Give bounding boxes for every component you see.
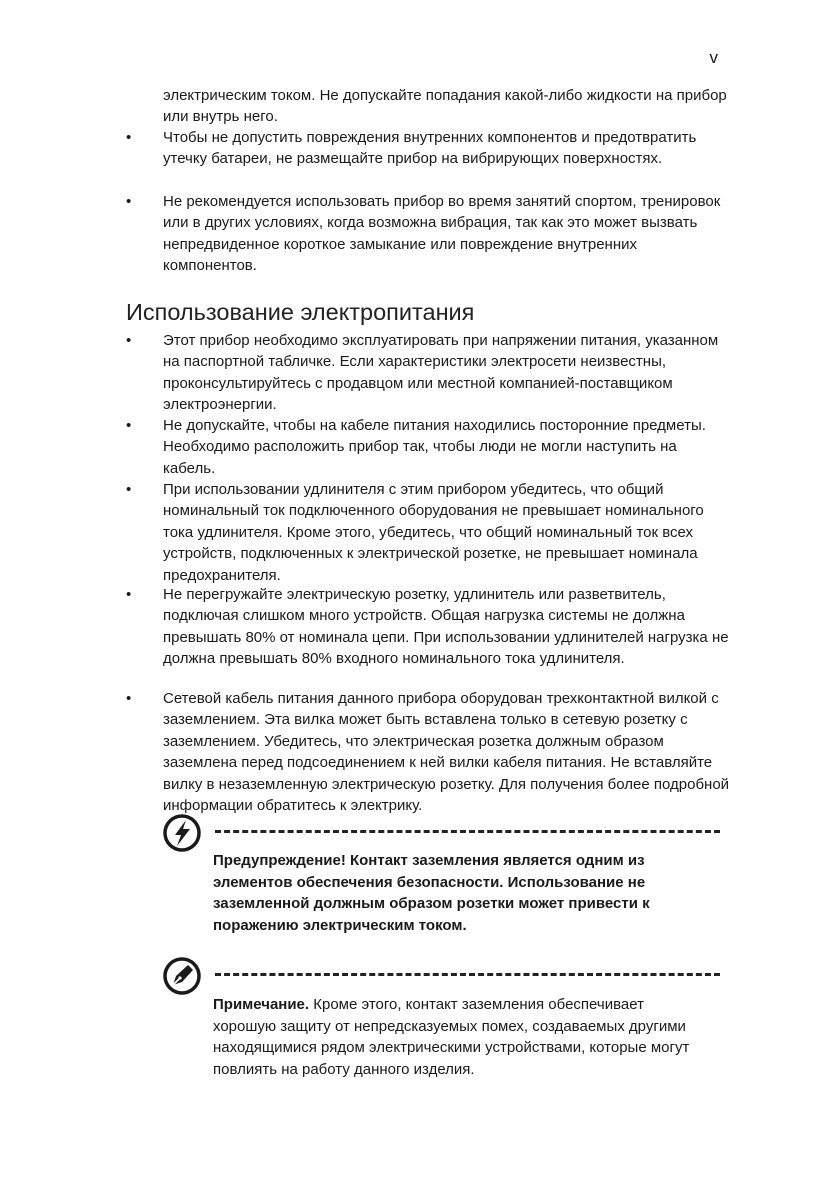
warning-text: Предупреждение! Контакт заземления является одним из элементов обеспечения безопасности. Использование не заземленной должным образом розетки может привести к поражению электрическим током.	[213, 852, 650, 934]
pen-note-icon	[162, 956, 202, 996]
warning-divider	[215, 830, 720, 833]
bullet-marker: •	[126, 586, 132, 603]
bullet-marker: •	[126, 690, 132, 707]
intro-bullet-2: Не рекомендуется использовать прибор во время занятий спортом, тренировок или в других условиях, когда возможна вибрация, так как это может вызвать непредвиденное короткое замыкание или повреждение внутренних компонентов.	[163, 193, 721, 275]
note-divider	[215, 973, 720, 976]
intro-continuation: электрическим током. Не допускайте попадания какой-либо жидкости на прибор или внутрь него.	[163, 87, 727, 126]
bullet-marker: •	[126, 193, 132, 210]
bullet-marker: •	[126, 417, 132, 434]
note-body: Кроме этого, контакт заземления обеспечивает хорошую защиту от непредсказуемых помех, создаваемых другими находящимися рядом электрическими устройствами, которые могут повлиять на работу данного изделия.	[213, 996, 690, 1078]
bullet-marker: •	[126, 332, 132, 349]
section-bullet-2: Не допускайте, чтобы на кабеле питания находились посторонние предметы. Необходимо расположить прибор так, чтобы люди не могли наступить на кабель.	[163, 417, 706, 477]
bullet-marker: •	[126, 481, 132, 498]
note-text	[213, 994, 693, 1080]
note-label: Примечание.	[213, 996, 310, 1013]
section-bullet-4: Не перегружайте электрическую розетку, удлинитель или разветвитель, подключая слишком много устройств. Общая нагрузка системы не должна превышать 80% от номинала цепи. При использовании удлинителей нагрузка не должна превышать 80% входного номинального тока удлинителя.	[163, 586, 729, 668]
section-bullet-1: Этот прибор необходимо эксплуатировать при напряжении питания, указанном на паспортной табличке. Если характеристики электросети неизвестны, проконсультируйтесь с продавцом или местной компанией-поставщиком электроэнергии.	[163, 332, 719, 414]
section-bullet-5: Сетевой кабель питания данного прибора оборудован трехконтактной вилкой с заземлением. Эта вилка может быть вставлена только в сетевую розетку с заземлением. Убедитесь, что электрическая розетка должным образом заземлена перед подсоединением к ней вилки кабеля питания. Не вставляйте вилку в незаземленную электрическую розетку. Для получения более подробной информации обратитесь к электрику.	[163, 690, 730, 815]
lightning-warning-icon	[162, 813, 202, 853]
section-heading: Использование электропитания	[126, 299, 475, 325]
page-number: v	[709, 48, 718, 67]
bullet-marker: •	[126, 129, 132, 146]
section-bullet-3: При использовании удлинителя с этим прибором убедитесь, что общий номинальный ток подключенного оборудования не превышает номинального тока удлинителя. Кроме этого, убедитесь, что общий номинальный ток всех устройств, подключенных к электрической розетке, не превышает номинала предохранителя.	[163, 481, 704, 584]
intro-bullet-1: Чтобы не допустить повреждения внутренних компонентов и предотвратить утечку батареи, не размещайте прибор на вибрирующих поверхностях.	[163, 129, 697, 168]
